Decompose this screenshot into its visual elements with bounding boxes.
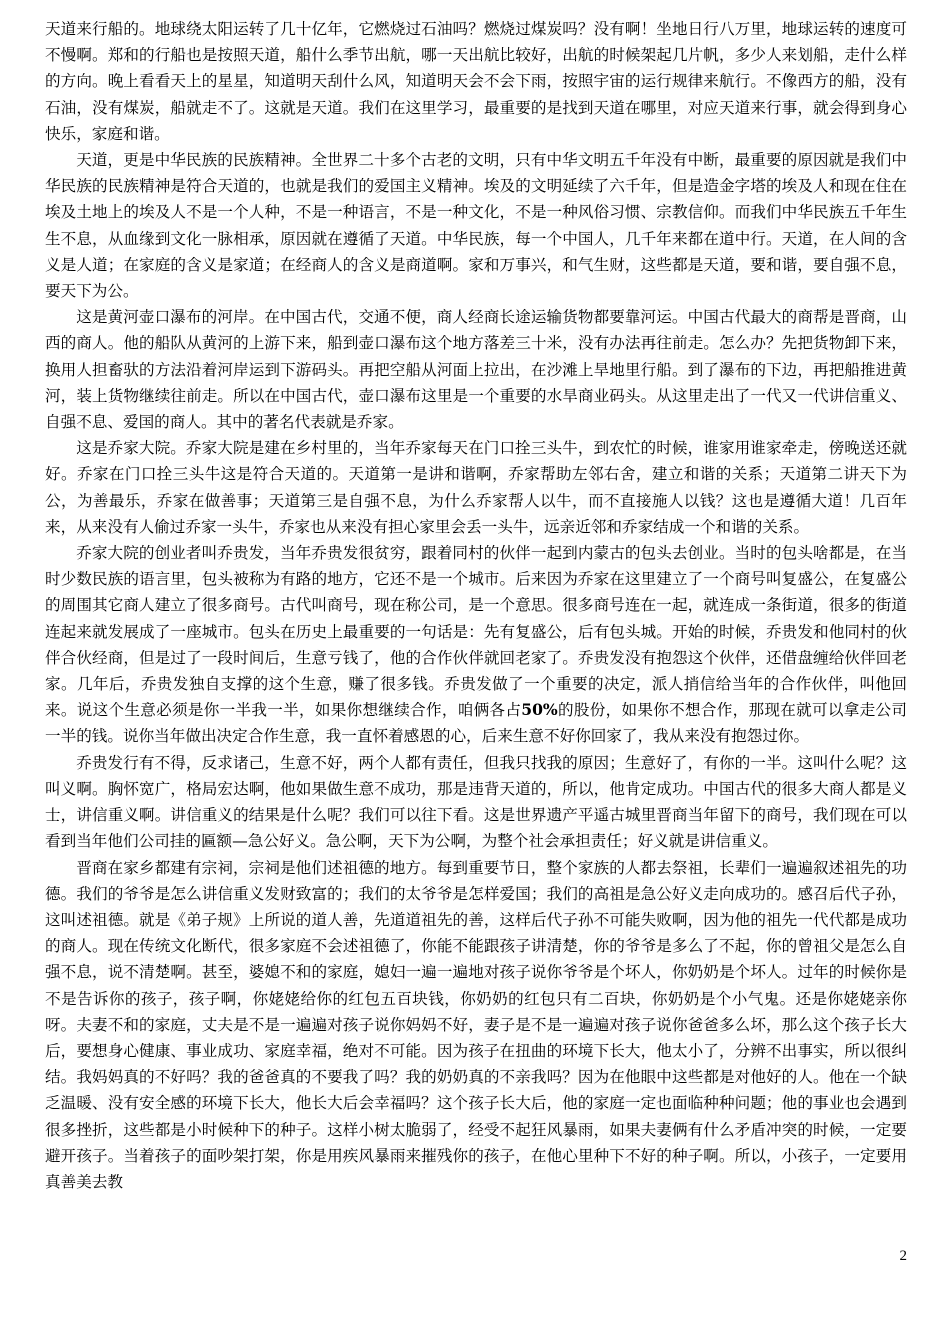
paragraph-3: 这是黄河壶口瀑布的河岸。在中国古代，交通不便，商人经商长途运输货物都要靠河运。中国古代最大的商帮是晋商，山西的商人。他的船队从黄河的上游下来，船到壶口瀑布这个地方落差三十米，没有办法再往前走。怎么办？先把货物卸下来，换用人担畜驮的方法沿着河岸运到下游码头。再把空船从河面上拉出，在沙滩上旱地里行船。到了瀑布的下边，再把船推进黄河，装上货物继续往前走。所以在中国古代，壶口瀑布这里是一个重要的水旱商业码头。从这里走出了一代又一代讲信重义、自强不息、爱国的商人。其中的著名代表就是乔家。 xyxy=(45,308,907,432)
paragraph-6: 乔贵发行有不得，反求诸己，生意不好，两个人都有责任，但我只找我的原因；生意好了，有你的一半。这叫什么呢？这叫义啊。胸怀宽广，格局宏达啊，他如果做生意不成功，那是违背天道的，所以，他肯定成功。中国古代的很多大商人都是义士，讲信重义啊。讲信重义的结果是什么呢？我们可以往下看。这是世界遗产平遥古城里晋商当年留下的商号，我们现在可以看到当年他们公司挂的匾额—急公好义。急公啊，天下为公啊，为整个社会承担责任；好义就是讲信重义。 xyxy=(45,753,907,851)
paragraph-5 xyxy=(45,540,907,750)
paragraph-1: 天道来行船的。地球绕太阳运转了几十亿年，它燃烧过石油吗？燃烧过煤炭吗？没有啊！坐地日行八万里，地球运转的速度可不慢啊。郑和的行船也是按照天道，船什么季节出航，哪一天出航比较好，出航的时候架起几片帆，多少人来划船，走什么样的方向。晚上看看天上的星星，知道明天刮什么风，知道明天会不会下雨，按照宇宙的运行规律来航行。不像西方的船，没有石油，没有煤炭，船就走不了。这就是天道。我们在这里学习，最重要的是找到天道在哪里，对应天道来行事，就会得到身心快乐，家庭和谐。 xyxy=(45,20,907,143)
page-number: 2 xyxy=(899,1248,907,1264)
body-text xyxy=(45,16,907,1195)
paragraph-2: 天道，更是中华民族的民族精神。全世界二十多个古老的文明，只有中华文明五千年没有中断，最重要的原因就是我们中华民族的民族精神是符合天道的，也就是我们的爱国主义精神。埃及的文明延续了六千年，但是造金字塔的埃及人和现在住在埃及土地上的埃及人不是一个人种，不是一种语言，不是一种文化，不是一种风俗习惯、宗教信仰。而我们中华民族五千年生生不息，从血缘到文化一脉相承，原因就在遵循了天道。中华民族，每一个中国人，几千年来都在道中行。天道，在人间的含义是人道；在家庭的含义是家道；在经商人的含义是商道啊。家和万事兴，和气生财，这些都是天道，要和谐，要自强不息，要天下为公。 xyxy=(45,151,907,301)
paragraph-4: 这是乔家大院。乔家大院是建在乡村里的，当年乔家每天在门口拴三头牛，到农忙的时候，谁家用谁家牵走，傍晚送还就好。乔家在门口拴三头牛这是符合天道的。天道第一是讲和谐啊，乔家帮助左邻右舍，建立和谐的关系；天道第二讲天下为公，为善最乐，乔家在做善事；天道第三是自强不息，为什么乔家帮人以牛，而不直接施人以钱？这也是遵循大道！几百年来，从来没有人偷过乔家一头牛，乔家也从来没有担心家里会丢一头牛，远亲近邻和乔家结成一个和谐的关系。 xyxy=(45,439,907,536)
paragraph-7: 晋商在家乡都建有宗祠，宗祠是他们述祖德的地方。每到重要节日，整个家族的人都去祭祖，长辈们一遍遍叙述祖先的功德。我们的爷爷是怎么讲信重义发财致富的；我们的太爷爷是怎样爱国；我们的高祖是急公好义走向成功的。感召后代子孙，这叫述祖德。就是《弟子规》上所说的道人善，先道道祖先的善，这样后代子孙不可能失败啊，因为他的祖先一代代都是成功的商人。现在传统文化断代，很多家庭不会述祖德了，你能不能跟孩子讲清楚，你的爷爷是多么了不起，你的曾祖父是怎么自强不息，说不清楚啊。甚至，婆媳不和的家庭，媳妇一遍一遍地对孩子说你爷爷是个坏人，你奶奶是个坏人。过年的时候你是不是告诉你的孩子，孩子啊，你姥姥给你的红包五百块钱，你奶奶的红包只有二百块，你奶奶是个小气鬼。还是你姥姥亲你呀。夫妻不和的家庭，丈夫是不是一遍遍对孩子说你妈妈不好，妻子是不是一遍遍对孩子说你爸爸多么坏，那么这个孩子长大后，要想身心健康、事业成功、家庭幸福，绝对不可能。因为孩子在扭曲的环境下长大，他太小了，分辨不出事实，所以很纠结。我妈妈真的不好吗？我的爸爸真的不要我了吗？我的奶奶真的不亲我吗？因为在他眼中这些都是对他好的人。他在一个缺乏温暖、没有安全感的环境下长大，他长大后会幸福吗？这个孩子长大后，他的家庭一定也面临种种问题；他的事业也会遇到很多挫折，这些都是小时候种下的种子。这样小树太脆弱了，经受不起狂风暴雨，如果夫妻俩有什么矛盾冲突的时候，一定要避开孩子。当着孩子的面吵架打架，你是用疾风暴雨来摧残你的孩子，在他心里种下不好的种子啊。所以，小孩子，一定要用真善美去教 xyxy=(45,858,907,1191)
paragraph-5-part-2: 的股份，如果你不想合作，那现在就可以拿走公司一半的钱。说你当年做出决定合作生意，我一直怀着感恩的心，后来生意不好你回家了，我从来没有抱怨过你。 xyxy=(45,701,907,746)
paragraph-5-part-1: 乔家大院的创业者叫乔贵发，当年乔贵发很贫穷，跟着同村的伙伴一起到内蒙古的包头去创业。当时的包头啥都是，在当时少数民族的语言里，包头被称为有路的地方，它还不是一个城市。后来因为乔家在这里建立了一个商号叫复盛公，在复盛公的周围其它商人建立了很多商号。古代叫商号，现在称公司，是一个意思。很多商号连在一起，就连成一条街道，很多的街道连起来就发展成了一座城市。包头在历史上最重要的一句话是：先有复盛公，后有包头城。开始的时候，乔贵发和他同村的伙伴合伙经商，但是过了一段时间后，生意亏钱了，他的合作伙伴就回老家了。乔贵发没有抱怨这个伙伴，还借盘缠给伙伴回老家。几年后，乔贵发独自支撑的这个生意，赚了很多钱。乔贵发做了一个重要的决定，派人捎信给当年的合作伙伴，叫他回来。说这个生意必须是你一半我一半，如果你想继续合作，咱俩各占 xyxy=(45,544,907,720)
percentage-bold: 50% xyxy=(521,700,558,720)
